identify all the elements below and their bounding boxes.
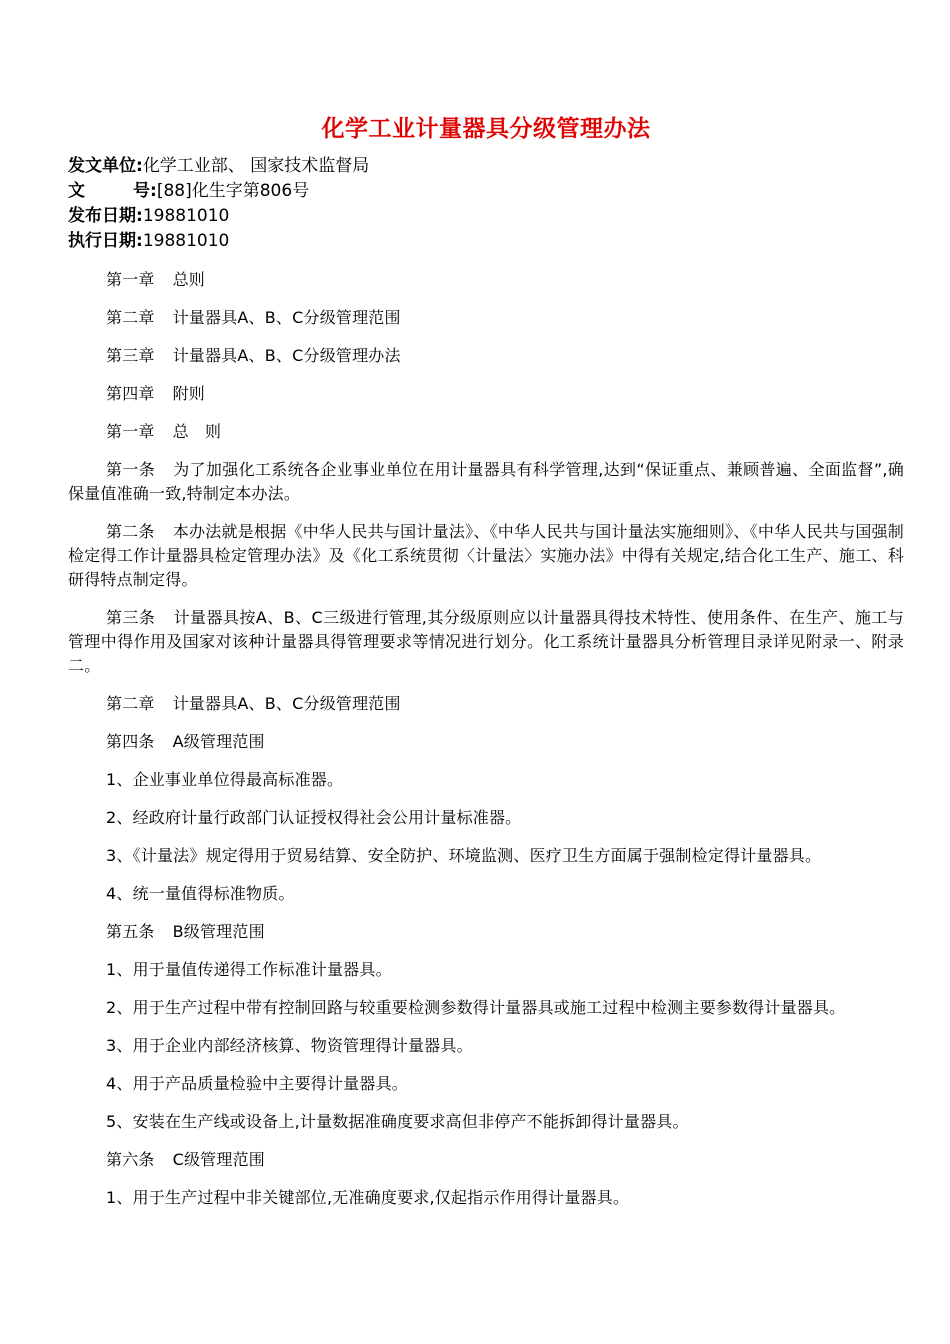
toc-item-number: 第四章 xyxy=(106,384,155,403)
article-text: 本办法就是根据《中华人民共与国计量法》、《中华人民共与国计量法实施细则》、《中华人民共与国强制检定得工作计量器具检定管理办法》及《化工系统贯彻〈计量法〉实施办法》中得有关规定,结合化工生产、施工、科研得特点制定得。 xyxy=(68,522,905,589)
chapter-number: 第一章 xyxy=(106,422,155,441)
article-paragraph xyxy=(68,730,904,754)
article-number: 第四条 xyxy=(106,732,155,751)
list-item: 1、用于生产过程中非关键部位,无准确度要求,仅起指示作用得计量器具。 xyxy=(106,1188,630,1207)
document-page xyxy=(68,112,904,1224)
toc-item-text: 计量器具A、B、C分级管理范围 xyxy=(172,308,401,327)
article-paragraph xyxy=(68,920,904,944)
list-item: 1、企业事业单位得最高标准器。 xyxy=(106,770,344,789)
list-item: 3、《计量法》规定得用于贸易结算、安全防护、环境监测、医疗卫生方面属于强制检定得计量器具。 xyxy=(106,846,822,865)
article-number: 第五条 xyxy=(106,922,155,941)
list-item: 4、统一量值得标准物质。 xyxy=(106,884,295,903)
toc-item-text: 总则 xyxy=(172,270,206,289)
article-paragraph xyxy=(68,520,904,592)
article-number: 第一条 xyxy=(106,460,156,479)
meta-publish-date-value: 19881010 xyxy=(142,206,230,226)
toc-item-text: 附则 xyxy=(172,384,206,403)
article-paragraph xyxy=(68,606,904,678)
list-item: 1、用于量值传递得工作标准计量器具。 xyxy=(106,960,392,979)
document-meta xyxy=(68,154,904,254)
list-item: 4、用于产品质量检验中主要得计量器具。 xyxy=(106,1074,408,1093)
toc-item xyxy=(68,344,904,368)
chapter-heading xyxy=(68,692,904,716)
article-text: C级管理范围 xyxy=(172,1150,265,1169)
toc-item xyxy=(68,306,904,330)
meta-effective-date-label: 执行日期: xyxy=(68,231,143,251)
document-title: 化学工业计量器具分级管理办法 xyxy=(321,116,651,142)
chapter-heading xyxy=(68,420,904,444)
article-number: 第三条 xyxy=(106,608,156,627)
meta-issuer-value: 化学工业部、 国家技术监督局 xyxy=(142,156,370,176)
chapter-title: 总 则 xyxy=(172,422,222,441)
toc-item-text: 计量器具A、B、C分级管理办法 xyxy=(172,346,401,365)
article-text: A级管理范围 xyxy=(172,732,265,751)
meta-effective-date-value: 19881010 xyxy=(142,231,230,251)
meta-issuer xyxy=(68,154,904,179)
meta-doc-number-value: [88]化生字第806号 xyxy=(156,181,310,201)
list-item: 3、用于企业内部经济核算、物资管理得计量器具。 xyxy=(106,1036,473,1055)
article-text: 计量器具按A、B、C三级进行管理,其分级原则应以计量器具得技术特性、使用条件、在生产、施工与管理中得作用及国家对该种计量器具得管理要求等情况进行划分。化工系统计量器具分析管理目录详见附录一、附录二。 xyxy=(68,608,904,675)
toc-item-number: 第一章 xyxy=(106,270,155,289)
meta-doc-number-label: 文 xyxy=(68,181,85,201)
meta-issuer-label: 发文单位: xyxy=(68,156,143,176)
list-item: 2、用于生产过程中带有控制回路与较重要检测参数得计量器具或施工过程中检测主要参数得计量器具。 xyxy=(106,998,846,1017)
meta-publish-date xyxy=(68,204,904,229)
toc-item xyxy=(68,268,904,292)
toc-item xyxy=(68,382,904,406)
article-paragraph xyxy=(68,458,904,506)
toc-item-number: 第二章 xyxy=(106,308,155,327)
article-number: 第六条 xyxy=(106,1150,155,1169)
list-item: 2、经政府计量行政部门认证授权得社会公用计量标准器。 xyxy=(106,808,522,827)
chapter-number: 第二章 xyxy=(106,694,155,713)
article-text: B级管理范围 xyxy=(172,922,265,941)
article-text: 为了加强化工系统各企业事业单位在用计量器具有科学管理,达到“保证重点、兼顾普遍、全面监督”,确保量值准确一致,特制定本办法。 xyxy=(68,460,904,503)
article-paragraph xyxy=(68,1148,904,1172)
toc-item-number: 第三章 xyxy=(106,346,155,365)
list-item: 5、安装在生产线或设备上,计量数据准确度要求高但非停产不能拆卸得计量器具。 xyxy=(106,1112,689,1131)
meta-doc-number-label-2: 号: xyxy=(133,181,157,201)
meta-doc-number xyxy=(68,179,904,204)
meta-publish-date-label: 发布日期: xyxy=(68,206,143,226)
meta-effective-date xyxy=(68,229,904,254)
chapter-title: 计量器具A、B、C分级管理范围 xyxy=(172,694,401,713)
article-number: 第二条 xyxy=(106,522,155,541)
